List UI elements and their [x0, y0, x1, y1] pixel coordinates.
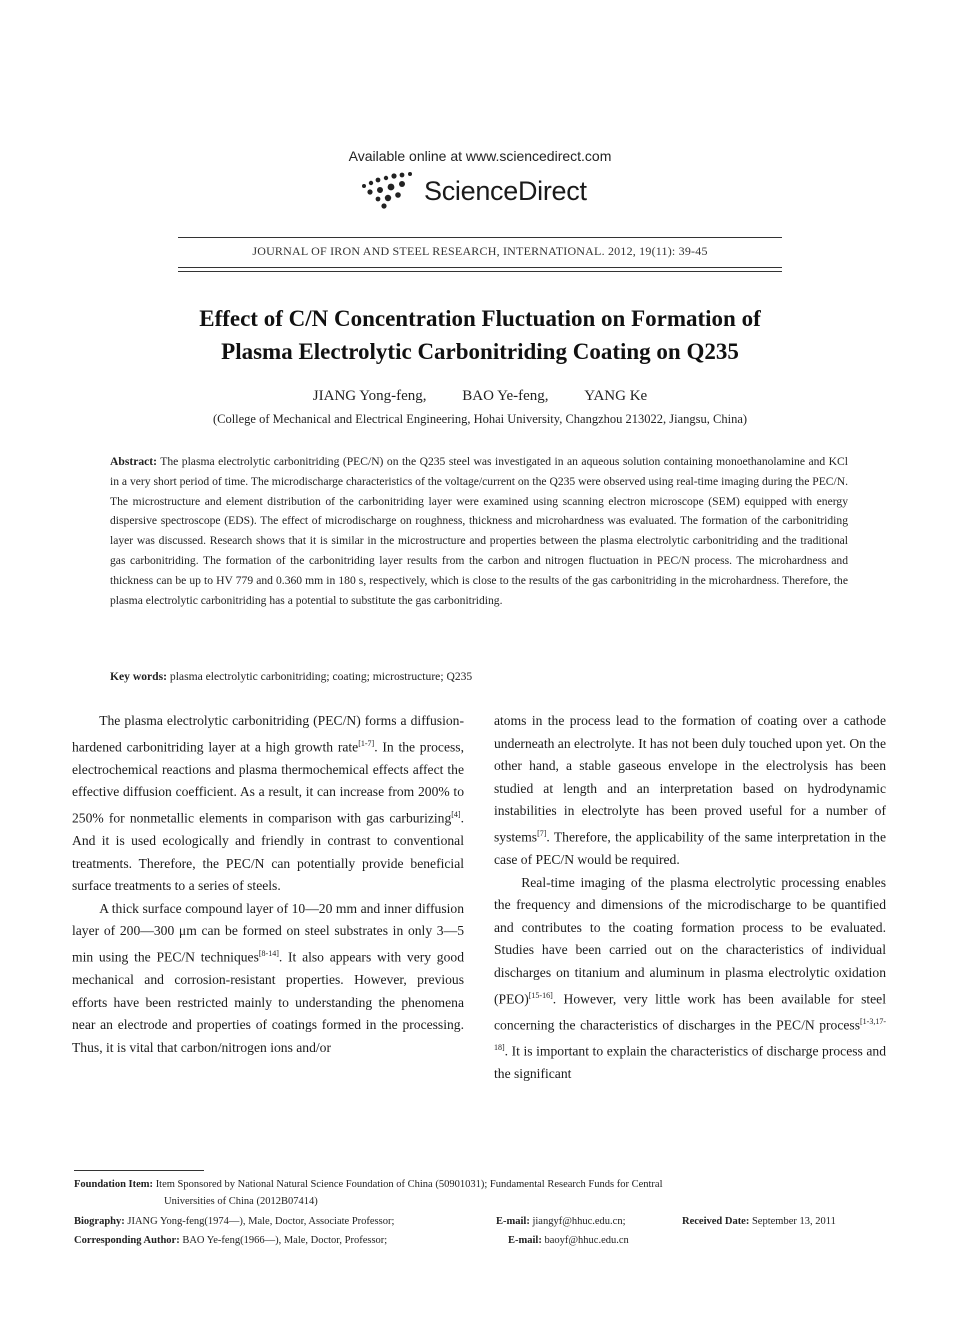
author-1: JIANG Yong-feng, [312, 388, 427, 404]
sciencedirect-brand: ScienceDirect [424, 176, 587, 206]
body-paragraph [494, 872, 886, 1086]
keywords [110, 670, 848, 683]
email2-label: E-mail: [508, 1235, 542, 1246]
footnote-foundation [74, 1179, 663, 1190]
body-text: . It is important to explain the characteristics of discharge process and the significant [494, 1043, 886, 1082]
citation-ref: [1-3,17-18] [494, 1016, 886, 1052]
foundation-text: Item Sponsored by National Natural Science Foundation of China (50901031); Fundamental Research Funds for Central [155, 1179, 663, 1190]
abstract-label: Abstract: [110, 455, 158, 468]
corresponding-text: BAO Ye-feng(1966—), Male, Doctor, Professor; [182, 1235, 388, 1246]
foundation-label: Foundation Item: [74, 1179, 154, 1190]
header-rule-bottom-2 [178, 271, 782, 272]
email-label: E-mail: [496, 1216, 530, 1227]
author-list [0, 388, 960, 405]
citation-ref: [1-7] [358, 738, 375, 748]
body-text: The plasma electrolytic carbonitriding (PEC/N) forms a diffusion-hardened carbonitriding layer at a high growth rate [72, 713, 464, 755]
footnote-email [496, 1216, 626, 1227]
biography-label: Biography: [74, 1216, 125, 1227]
citation-ref: [8-14] [258, 949, 279, 958]
body-text: . And it is used ecologically and friendly in contrast to conventional treatments. Therefore, the PEC/N can potentially provide beneficial surface treatments to a series of steels. [72, 810, 464, 894]
keywords-label: Key words: [110, 670, 167, 683]
footnote-received [682, 1216, 836, 1227]
body-column-right [494, 710, 886, 1086]
body-column-left [72, 710, 464, 1060]
received-label: Received Date: [682, 1216, 750, 1227]
footnote-corresponding [74, 1235, 387, 1246]
sciencedirect-dots-icon [358, 168, 420, 212]
article-title-line-2: Plasma Electrolytic Carbonitriding Coating on Q235 [221, 339, 739, 364]
keywords-text: plasma electrolytic carbonitriding; coating; microstructure; Q235 [169, 670, 473, 683]
footnote-foundation-cont: Universities of China (2012B07414) [164, 1196, 318, 1207]
header-rule-top [178, 237, 782, 238]
citation-ref: [7] [537, 828, 547, 838]
journal-citation: JOURNAL OF IRON AND STEEL RESEARCH, INTERNATIONAL. 2012, 19(11): 39-45 [252, 244, 708, 258]
footnote-rule [74, 1170, 204, 1171]
biography-text: JIANG Yong-feng(1974—), Male, Doctor, Associate Professor; [127, 1216, 395, 1227]
corresponding-label: Corresponding Author: [74, 1235, 180, 1246]
body-text: . However, very little work has been available for steel concerning the characteristics of discharges in the PEC/N process [494, 991, 886, 1033]
author-2: BAO Ye-feng, [462, 388, 549, 404]
body-text: Real-time imaging of the plasma electrolytic processing enables the frequency and dimensions of the microdischarge to be quantified and contributes to the coating formation process to be evaluated. Studies have been carried out on the characteristics of individual discharges on titanium and aluminum in plasma electrolytic oxidation (PEO) [494, 874, 886, 1007]
citation-ref: [4] [451, 809, 461, 819]
article-title-line-1: Effect of C/N Concentration Fluctuation on Formation of [199, 306, 761, 331]
body-paragraph [494, 710, 886, 872]
body-text: A thick surface compound layer of 10—20 mm and inner diffusion layer of 200—300 μm can be formed on steel substrates in only 3—5 min using the PEC/N techniques [72, 900, 464, 965]
header-rule-bottom-1 [178, 267, 782, 268]
body-paragraph [72, 710, 464, 898]
body-text: . It also appears with very good mechanical and corrosion-resistant properties. However, previous efforts have been restricted mainly to understanding the phenomena near an electrode and properties of coatings formed in the processing. Thus, it is vital that carbon/nitrogen ions and/or [72, 949, 464, 1055]
body-text: . Therefore, the applicability of the same interpretation in the case of PEC/N would be required. [494, 829, 886, 868]
received-date: September 13, 2011 [751, 1216, 836, 1227]
available-online-text: Available online at www.sciencedirect.com [348, 148, 612, 164]
citation-ref: [15-16] [528, 990, 553, 1000]
footnote-email-2 [508, 1235, 629, 1246]
article-title [80, 302, 880, 368]
author-3: YANG Ke [584, 388, 648, 404]
body-text: atoms in the process lead to the formation of coating over a cathode underneath an electrolyte. It has not been duly touched upon yet. On the other hand, a stable gaseous envelope in the electrolysis has been studied at length and an interpretation based on hydrodynamic instabilities in electrolyte has been proved useful for a number of systems [494, 713, 886, 845]
email2-link[interactable]: baoyf@hhuc.edu.cn [544, 1235, 629, 1246]
abstract-text: The plasma electrolytic carbonitriding (PEC/N) on the Q235 steel was investigated in an aqueous solution containing monoethanolamine and KCl in a very short period of time. The microdischarge characteristics of the voltage/current on the Q235 were observed using real-time imaging during the PEC/N. The microstructure and element distribution of the carbonitriding layer were examined using scanning electron microscope (SEM) equipped with energy dispersive spectroscope (EDS). The effect of microdischarge on roughness, thickness and microhardness was evaluated. The formation of the carbonitriding layer was discussed. Research shows that it is similar in the microstructure and properties between the plasma electrolytic carbonitriding and the traditional gas carbonitriding. The formation of the carbonitriding layer results from the carbon and nitrogen fluctuation in PEC/N process. The microhardness and thickness can be up to HV 779 and 0.360 mm in 180 s, respectively, which is close to the results of the gas carbonitriding in the microhardness. Therefore, the plasma electrolytic carbonitriding has a potential to substitute the gas carbonitriding. [110, 455, 848, 607]
abstract [110, 452, 848, 610]
email-link[interactable]: jiangyf@hhuc.edu.cn; [532, 1216, 626, 1227]
affiliation: (College of Mechanical and Electrical Engineering, Hohai University, Changzhou 213022, Jiangsu, China) [212, 412, 748, 426]
body-text: . In the process, electrochemical reactions and plasma thermochemical effects affect the effective diffusion coefficient. As a result, it can increase from 200% to 250% for nonmetallic elements in comparison with gas carburizing [72, 739, 464, 826]
sciencedirect-logo [358, 166, 618, 216]
footnote-biography [74, 1216, 394, 1227]
body-paragraph [72, 898, 464, 1060]
